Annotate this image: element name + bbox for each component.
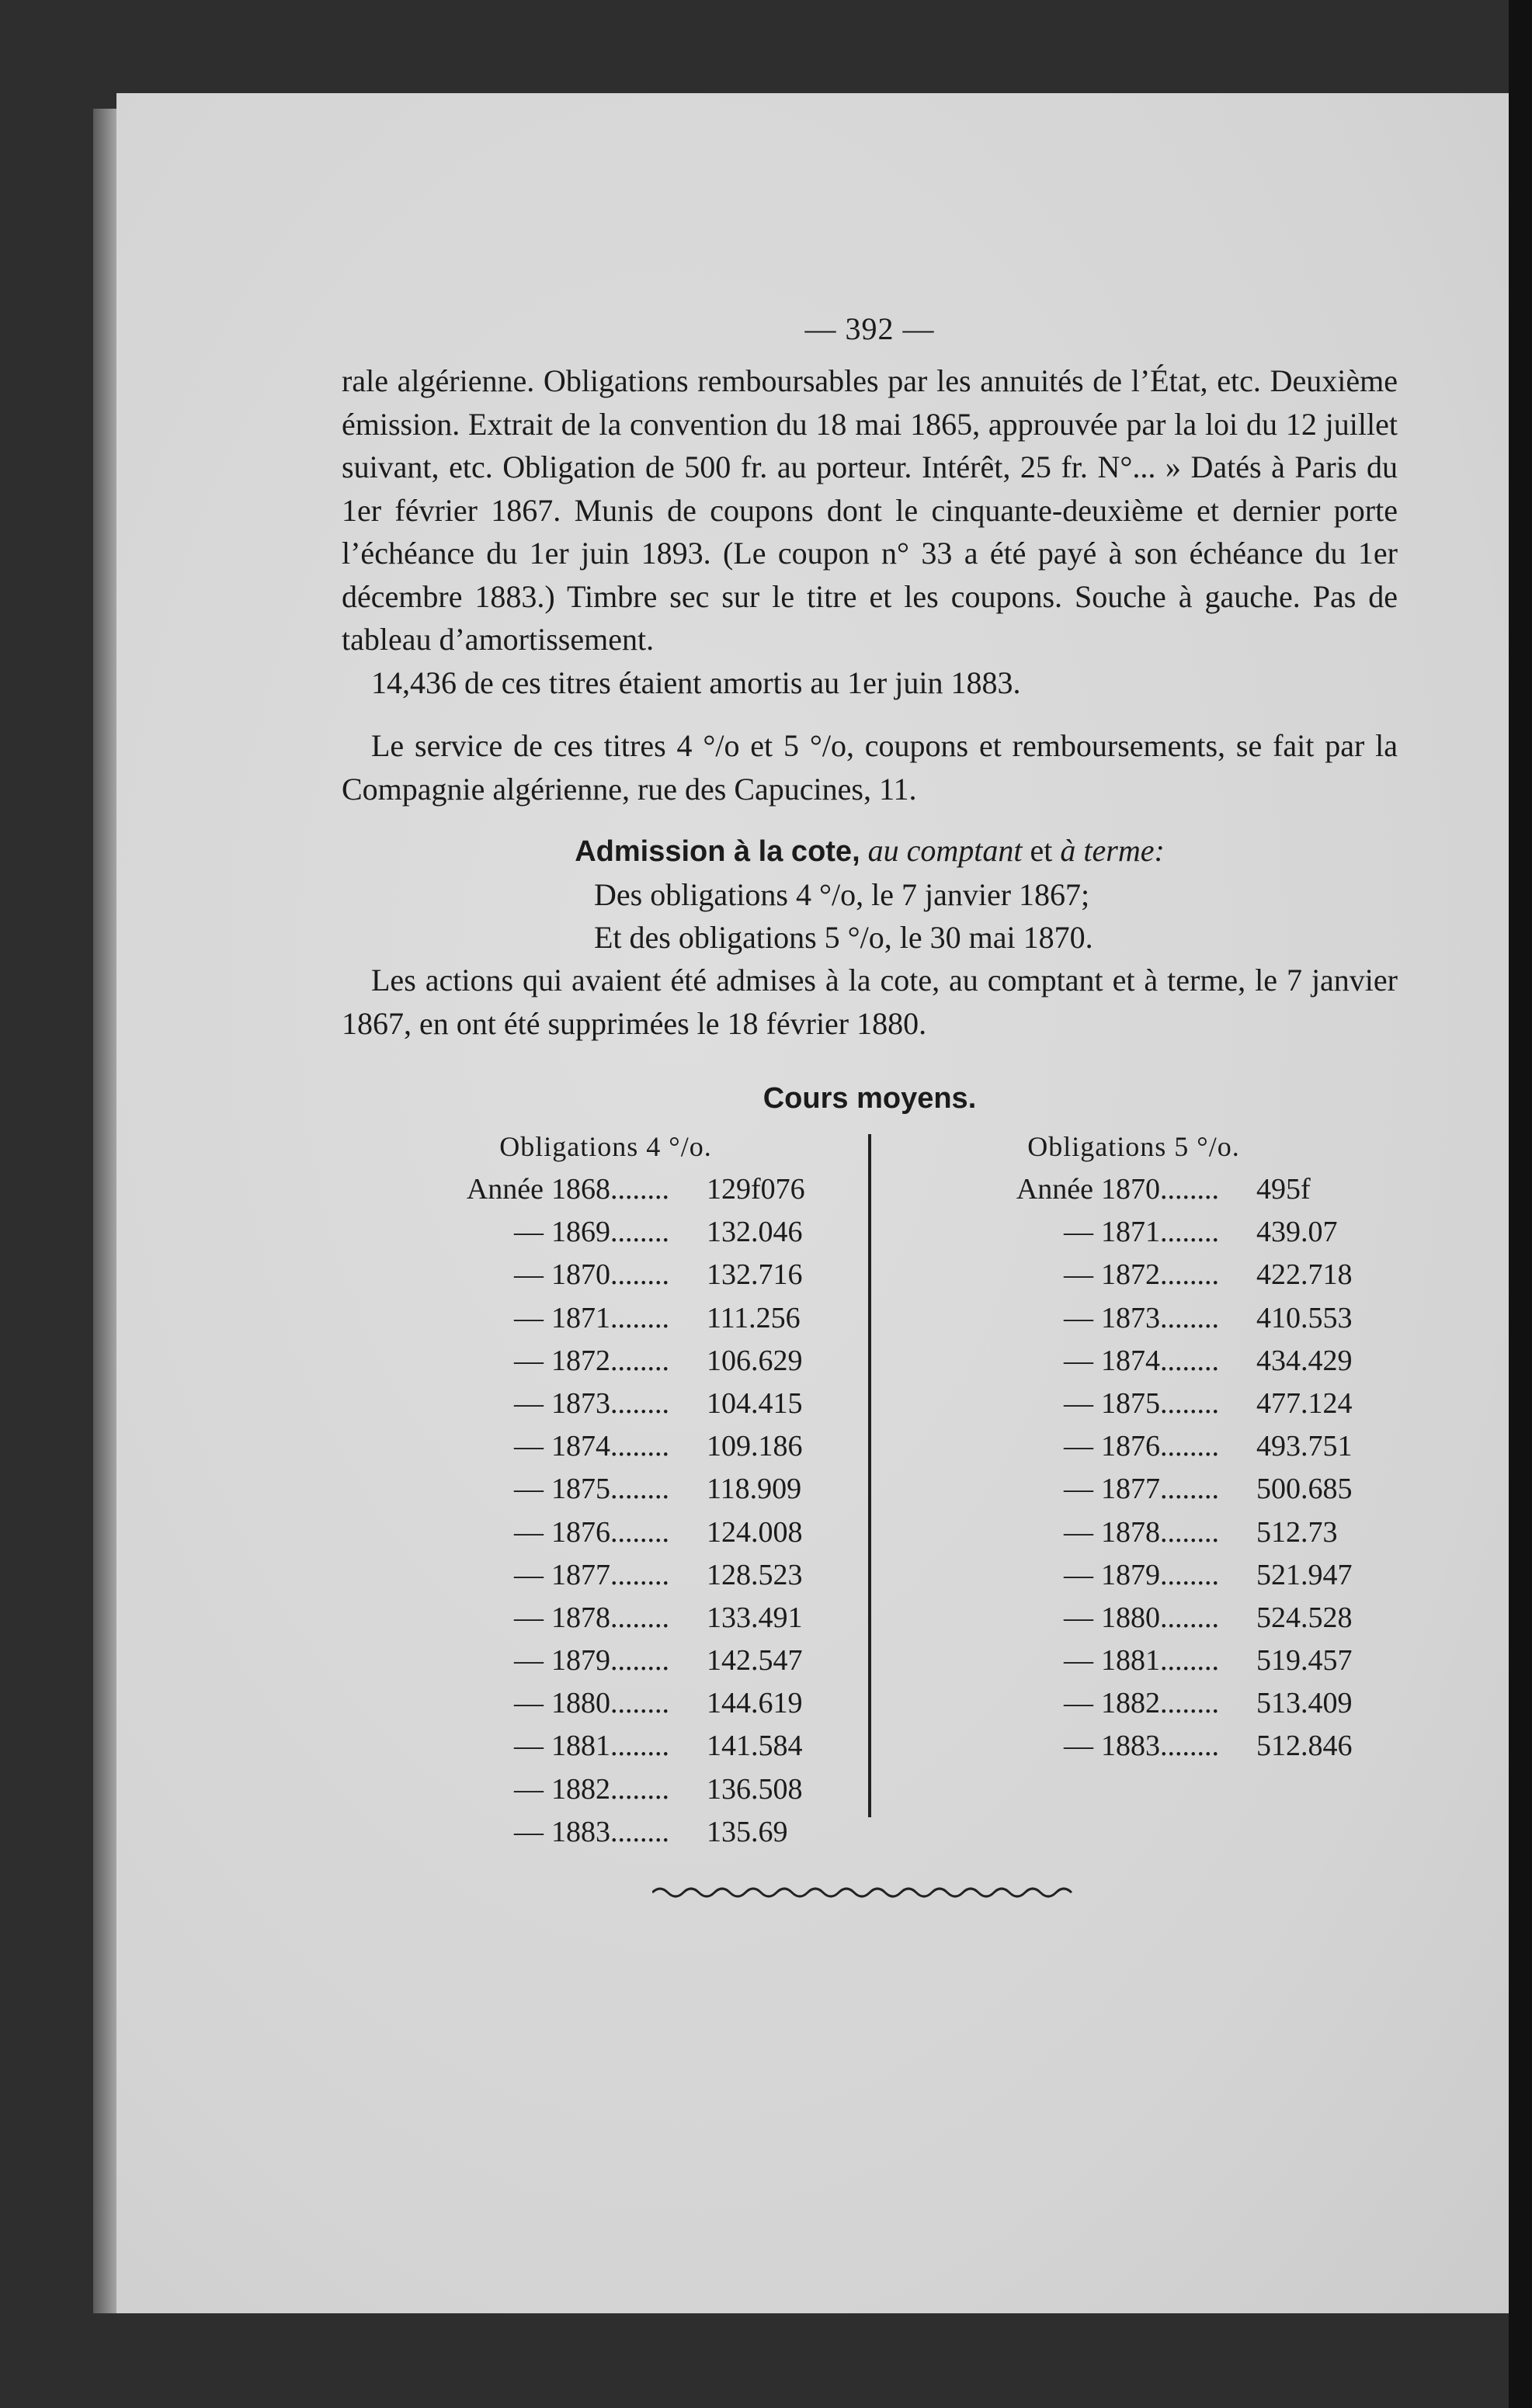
admission-line-2: Et des obligations 5 °/o, le 30 mai 1870.: [594, 920, 1093, 955]
table-row: [946, 1297, 1398, 1340]
admission-line-1: Des obligations 4 °/o, le 7 janvier 1867;: [594, 877, 1090, 912]
table-row: [946, 1597, 1398, 1639]
table-row: [946, 1425, 1398, 1468]
row-year: 1872........: [551, 1344, 669, 1377]
row-label: —: [514, 1301, 544, 1334]
row-value: 500.685: [1256, 1473, 1353, 1506]
admission-italic-2: à terme:: [1060, 833, 1165, 868]
row-year: 1877........: [1101, 1473, 1219, 1506]
row-label: —: [1064, 1601, 1093, 1634]
row-value: 422.718: [1256, 1258, 1353, 1292]
paragraph-description: rale algérienne. Obligations remboursables par les annuités de l’État, etc. Deuxième émission. Extrait de la convention du 18 mai 1865, approuvée par la loi du 12 juillet suivant, etc. Obligation de 500 fr. au porteur. Intérêt, 25 fr. N°... » Datés à Paris du 1er février 1867. Munis de coupons dont le cinquante-deuxième et dernier porte l’échéance du 1er juin 1893. (Le coupon n° 33 a été payé à son échéance du 1er décembre 1883.) Timbre sec sur le titre et les coupons. Souche à gauche. Pas de tableau d’amortissement.: [342, 363, 1398, 657]
row-value: 141.584: [707, 1730, 803, 1763]
row-year: 1869........: [551, 1216, 669, 1249]
row-label: —: [514, 1473, 544, 1506]
row-year: 1881........: [551, 1730, 669, 1763]
row-value: 439.07: [1256, 1216, 1338, 1249]
row-year: 1871........: [551, 1301, 669, 1334]
row-label: —: [514, 1430, 544, 1463]
row-label: Année: [1016, 1173, 1093, 1206]
paragraph-service: Le service de ces titres 4 °/o et 5 °/o, coupons et remboursements, se fait par la Compagnie algérienne, rue des Capucines, 11.: [342, 728, 1398, 807]
table-obligations-4: [342, 1126, 870, 1854]
row-value: 109.186: [707, 1430, 803, 1463]
row-value: 512.846: [1256, 1730, 1353, 1763]
row-value: 493.751: [1256, 1430, 1353, 1463]
table-divider: [868, 1134, 871, 1817]
row-year: 1872........: [1101, 1258, 1219, 1292]
table-row: [396, 1425, 870, 1468]
row-year: 1883........: [1101, 1730, 1219, 1763]
admission-bold: Admission à la cote,: [575, 835, 860, 868]
row-year: 1874........: [551, 1430, 669, 1463]
row-label: —: [514, 1601, 544, 1634]
row-year: 1873........: [1101, 1301, 1219, 1334]
row-value: 410.553: [1256, 1301, 1353, 1334]
table-row: [946, 1511, 1398, 1554]
row-label: —: [514, 1258, 544, 1292]
row-label: —: [1064, 1301, 1093, 1334]
row-year: 1880........: [551, 1687, 669, 1720]
row-year: 1873........: [551, 1386, 669, 1420]
row-year: 1879........: [1101, 1558, 1219, 1591]
row-year: 1878........: [1101, 1515, 1219, 1549]
row-value: 136.508: [707, 1772, 803, 1806]
table-row: [396, 1725, 870, 1768]
table-row: [946, 1168, 1398, 1211]
row-year: 1882........: [551, 1772, 669, 1806]
row-value: 144.619: [707, 1687, 803, 1720]
row-year: 1877........: [551, 1558, 669, 1591]
table-row: [396, 1383, 870, 1425]
table-header-4: Obligations 4 °/o.: [499, 1131, 712, 1162]
row-year: 1868........: [551, 1173, 669, 1206]
row-year: 1883........: [551, 1815, 669, 1848]
row-label: —: [1064, 1730, 1093, 1763]
table-row: [396, 1682, 870, 1725]
table-row: [946, 1639, 1398, 1682]
table-row: [396, 1597, 870, 1639]
table-row: [946, 1468, 1398, 1511]
row-label: —: [1064, 1515, 1093, 1549]
table-row: [946, 1725, 1398, 1768]
page-number: — 392 —: [804, 311, 935, 346]
scan-border: [1509, 0, 1532, 2408]
row-year: 1870........: [551, 1258, 669, 1292]
row-label: —: [514, 1216, 544, 1249]
row-label: —: [514, 1687, 544, 1720]
row-value: 524.528: [1256, 1601, 1353, 1634]
row-year: 1881........: [1101, 1644, 1219, 1678]
row-label: —: [514, 1386, 544, 1420]
table-row: [396, 1639, 870, 1682]
row-label: —: [1064, 1687, 1093, 1720]
row-year: 1870........: [1101, 1173, 1219, 1206]
table-row: [396, 1297, 870, 1340]
table-obligations-5: [870, 1126, 1398, 1854]
row-year: 1876........: [1101, 1430, 1219, 1463]
row-label: —: [1064, 1558, 1093, 1591]
row-label: —: [514, 1558, 544, 1591]
row-value: 477.124: [1256, 1386, 1353, 1420]
row-value: 104.415: [707, 1386, 803, 1420]
row-year: 1874........: [1101, 1344, 1219, 1377]
row-value: 129f076: [707, 1173, 805, 1206]
table-row: [396, 1468, 870, 1511]
table-row: [946, 1254, 1398, 1296]
row-value: 132.716: [707, 1258, 803, 1292]
row-label: —: [514, 1515, 544, 1549]
table-row: [396, 1768, 870, 1811]
table-row: [396, 1211, 870, 1254]
page-content: [342, 311, 1398, 1906]
table-row: [946, 1211, 1398, 1254]
table-header-5: Obligations 5 °/o.: [1027, 1131, 1240, 1162]
table-row: [396, 1254, 870, 1296]
row-value: 513.409: [1256, 1687, 1353, 1720]
row-value: 135.69: [707, 1815, 788, 1848]
row-year: 1875........: [1101, 1386, 1219, 1420]
row-label: —: [1064, 1473, 1093, 1506]
cours-moyens-title: Cours moyens.: [763, 1082, 977, 1115]
table-row: [396, 1340, 870, 1383]
wavy-ornament: [652, 1883, 1398, 1906]
row-value: 142.547: [707, 1644, 803, 1678]
row-label: —: [1064, 1430, 1093, 1463]
row-value: 495f: [1256, 1173, 1311, 1206]
row-year: 1880........: [1101, 1601, 1219, 1634]
row-label: —: [514, 1344, 544, 1377]
row-year: 1871........: [1101, 1216, 1219, 1249]
row-value: 434.429: [1256, 1344, 1353, 1377]
row-year: 1879........: [551, 1644, 669, 1678]
row-value: 519.457: [1256, 1644, 1353, 1678]
row-label: —: [1064, 1216, 1093, 1249]
admission-heading: [342, 829, 1398, 873]
row-year: 1876........: [551, 1515, 669, 1549]
row-label: —: [1064, 1344, 1093, 1377]
row-value: 133.491: [707, 1601, 803, 1634]
row-value: 521.947: [1256, 1558, 1353, 1591]
row-value: 106.629: [707, 1344, 803, 1377]
row-label: —: [514, 1815, 544, 1848]
row-value: 111.256: [707, 1301, 801, 1334]
row-value: 118.909: [707, 1473, 802, 1506]
row-label: —: [514, 1730, 544, 1763]
row-value: 512.73: [1256, 1515, 1338, 1549]
admission-and: et: [1030, 833, 1053, 868]
admission-italic-1: au comptant: [867, 833, 1023, 868]
table-row: [946, 1340, 1398, 1383]
row-label: —: [514, 1644, 544, 1678]
row-value: 128.523: [707, 1558, 803, 1591]
row-year: 1875........: [551, 1473, 669, 1506]
row-label: —: [1064, 1258, 1093, 1292]
row-value: 124.008: [707, 1515, 803, 1549]
price-tables: [342, 1126, 1398, 1854]
row-value: 132.046: [707, 1216, 803, 1249]
table-row: [946, 1383, 1398, 1425]
table-row: [396, 1511, 870, 1554]
row-label: —: [1064, 1386, 1093, 1420]
row-label: —: [514, 1772, 544, 1806]
paragraph-amortized: 14,436 de ces titres étaient amortis au 1er juin 1883.: [371, 664, 1021, 700]
row-year: 1882........: [1101, 1687, 1219, 1720]
table-row: [396, 1168, 870, 1211]
table-row: [946, 1554, 1398, 1597]
row-label: Année: [466, 1173, 544, 1206]
table-row: [396, 1811, 870, 1854]
row-label: —: [1064, 1644, 1093, 1678]
table-row: [946, 1682, 1398, 1725]
row-year: 1878........: [551, 1601, 669, 1634]
table-row: [396, 1554, 870, 1597]
paragraph-actions: Les actions qui avaient été admises à la cote, au comptant et à terme, le 7 janvier 1867, en ont été supprimées le 18 février 1880.: [342, 963, 1398, 1041]
